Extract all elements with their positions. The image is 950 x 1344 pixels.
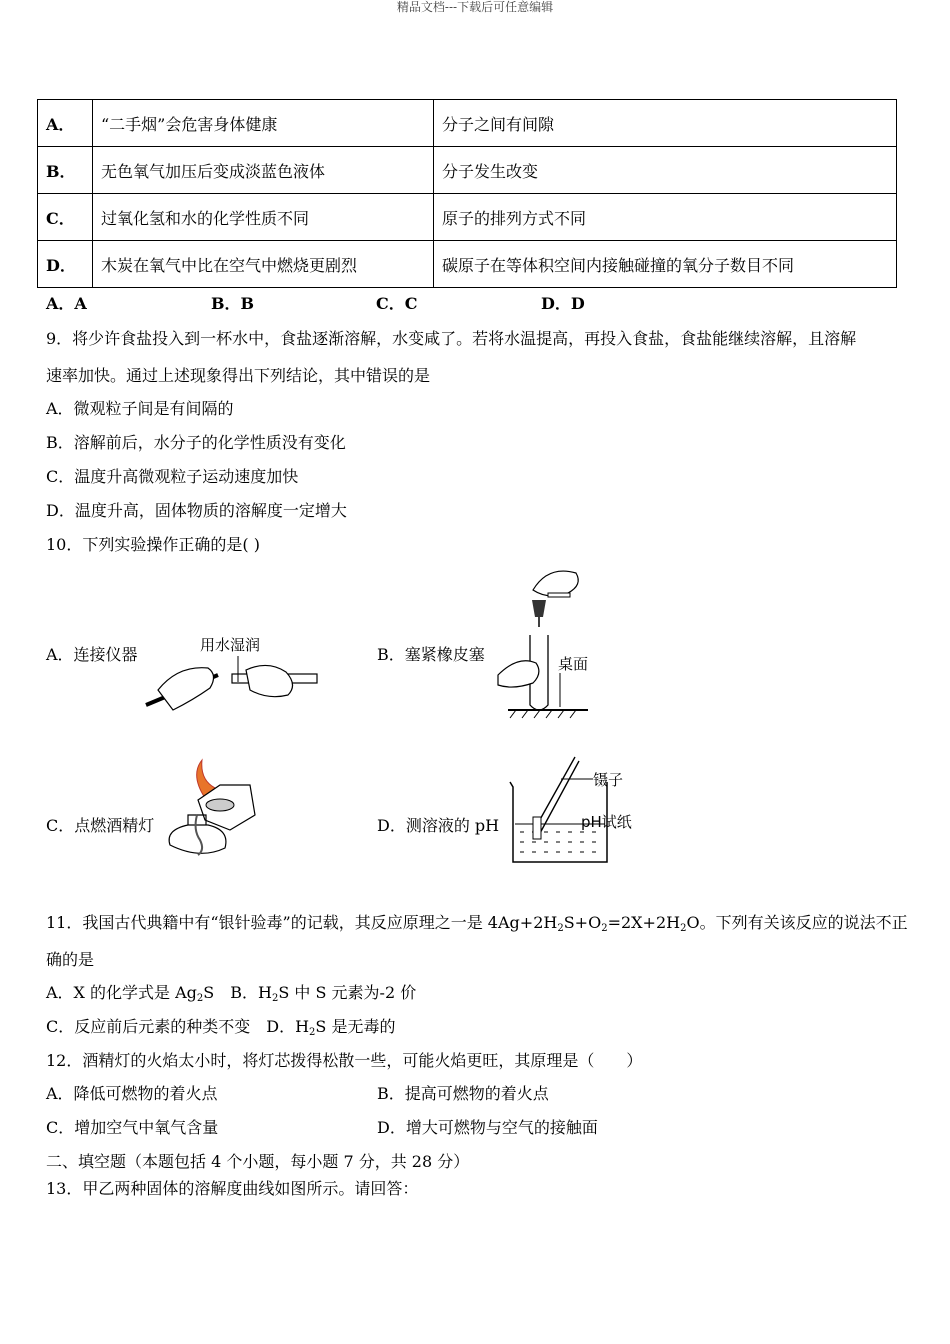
row-explanation: 分子发生改变 bbox=[434, 147, 897, 194]
q10-option-b-label: B．塞紧橡皮塞 bbox=[377, 645, 485, 664]
ph-paper bbox=[533, 817, 541, 839]
q11-options-cd: C．反应前后元素的种类不变 D．$H_2S$ 是无毒的 bbox=[46, 1017, 396, 1038]
right-hand-icon bbox=[246, 665, 293, 696]
row-phenomenon: 木炭在氧气中比在空气中燃烧更剧烈 bbox=[93, 241, 434, 288]
row-key: D． bbox=[38, 241, 93, 288]
q8-choice-d: D．D bbox=[541, 294, 585, 313]
q8-choice-a: A．A bbox=[46, 294, 87, 313]
insert-stopper-figure bbox=[488, 565, 603, 720]
fig-label-wet-with-water: 用水湿润 bbox=[200, 636, 261, 654]
liquid-dashes bbox=[520, 832, 596, 852]
q8-choice-c: C．C bbox=[376, 294, 418, 313]
q9-stem-line2: 速率加快。通过上述现象得出下列结论，其中错误的是 bbox=[46, 366, 431, 385]
table-row bbox=[38, 147, 897, 194]
q11-stem-line2: 确的是 bbox=[46, 950, 95, 969]
lamp-wick-holder bbox=[206, 799, 234, 811]
row-key: B． bbox=[38, 147, 93, 194]
row-phenomenon: “二手烟”会危害身体健康 bbox=[93, 100, 434, 147]
connect-apparatus-figure bbox=[138, 630, 323, 720]
page-header: 精品文档---下载后可任意编辑 bbox=[396, 0, 554, 14]
q9-option-a: A．微观粒子间是有间隔的 bbox=[46, 399, 234, 418]
rubber-stopper bbox=[532, 600, 546, 617]
q12-option-c: C．增加空气中氧气含量 bbox=[46, 1118, 219, 1137]
table-row bbox=[38, 100, 897, 147]
q9-stem-line1: 9．将少许食盐投入到一杯水中，食盐逐渐溶解，水变咸了。若将水温提高，再投入食盐，食盐能继续溶解，且溶解 bbox=[46, 329, 857, 348]
q12-option-b: B．提高可燃物的着火点 bbox=[377, 1084, 549, 1103]
q8-choice-b: B．B bbox=[211, 294, 255, 313]
q12-option-d: D．增大可燃物与空气的接触面 bbox=[377, 1118, 598, 1137]
left-hand-icon bbox=[158, 668, 214, 710]
q11-stem-line1: 11．我国古代典籍中有“银针验毒”的记载，其反应原理之一是 $4Ag+2H_2S+O_2=2X+2H_2O$。下列有关该反应的说法不正 bbox=[46, 913, 908, 934]
fig-label-tweezers: 镊子 bbox=[593, 771, 624, 789]
q10-option-d-label: D．测溶液的 pH bbox=[377, 816, 500, 835]
measure-ph-figure bbox=[505, 757, 645, 867]
holding-hand-icon bbox=[498, 661, 539, 687]
row-explanation: 原子的排列方式不同 bbox=[434, 194, 897, 241]
q8-options-table bbox=[37, 99, 897, 288]
fig-label-tabletop: 桌面 bbox=[558, 655, 589, 673]
row-phenomenon: 过氧化氢和水的化学性质不同 bbox=[93, 194, 434, 241]
q13-stem: 13．甲乙两种固体的溶解度曲线如图所示。请回答： bbox=[46, 1179, 419, 1198]
q9-option-c: C．温度升高微观粒子运动速度加快 bbox=[46, 467, 299, 486]
q12-option-a: A．降低可燃物的着火点 bbox=[46, 1084, 218, 1103]
row-explanation: 碳原子在等体积空间内接触碰撞的氧分子数目不同 bbox=[434, 241, 897, 288]
q9-option-d: D．温度升高，固体物质的溶解度一定增大 bbox=[46, 501, 347, 520]
glass-rod bbox=[548, 593, 570, 597]
q12-stem: 12．酒精灯的火焰太小时，将灯芯拨得松散一些，可能火焰更旺，其原理是（ ） bbox=[46, 1051, 643, 1070]
lamp-base-icon bbox=[169, 825, 226, 853]
light-alcohol-lamp-figure bbox=[160, 760, 260, 865]
q9-option-b: B．溶解前后，水分子的化学性质没有变化 bbox=[46, 433, 346, 452]
section-heading: 二、填空题（本题包括 4 个小题，每小题 7 分，共 28 分） bbox=[46, 1152, 470, 1171]
row-key: C． bbox=[38, 194, 93, 241]
row-key: A． bbox=[38, 100, 93, 147]
q10-option-c-label: C．点燃酒精灯 bbox=[46, 816, 155, 835]
table-row bbox=[38, 241, 897, 288]
row-explanation: 分子之间有间隙 bbox=[434, 100, 897, 147]
q10-option-a-label: A．连接仪器 bbox=[46, 645, 138, 664]
hand-icon bbox=[533, 571, 578, 596]
fig-label-ph-paper: pH试纸 bbox=[581, 813, 632, 831]
row-phenomenon: 无色氧气加压后变成淡蓝色液体 bbox=[93, 147, 434, 194]
table-row bbox=[38, 194, 897, 241]
q10-stem: 10．下列实验操作正确的是( ) bbox=[46, 535, 260, 554]
q11-options-ab: A．X 的化学式是 $Ag_2S$ B．$H_2S$ 中 S 元素为-2 价 bbox=[46, 983, 417, 1004]
table-hatching bbox=[510, 710, 576, 718]
